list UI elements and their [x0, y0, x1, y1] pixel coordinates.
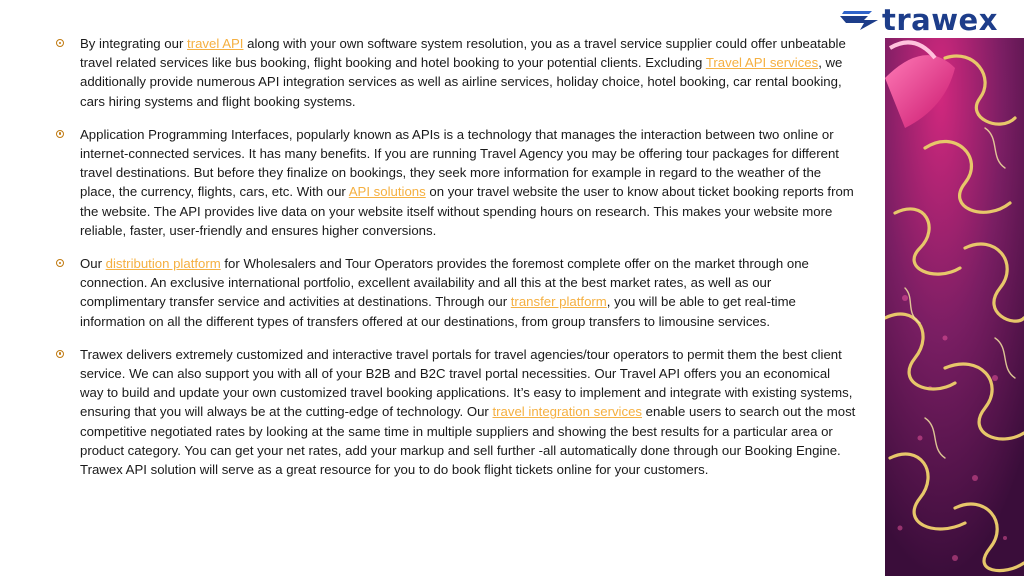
paragraph-text: , we additionally provide numerous API integration services as well as airline services, holiday choice, hotel booking, car rental booking, cars hiring systems and flight booking systems. [80, 55, 843, 109]
paragraph-text: on your travel website the user to know about ticket booking reports from the website. The API provides live data on your website itself without spending hours on research. This makes your website more reliable, faster, user-friendly and ensures higher conversions. [80, 184, 854, 238]
transfer-platform-link[interactable]: transfer platform [510, 294, 607, 310]
main-content [56, 34, 856, 493]
travel-integration-services-link[interactable]: travel integration services [492, 404, 643, 420]
bullet-icon [56, 350, 64, 358]
paragraph-text: for Wholesalers and Tour Operators provides the foremost complete offer on the market through one connection. An exclusive international portfolio, excellent availability and all this at the best market rates, as well as our complimentary transfer service and activities at destinations. Through our [80, 256, 809, 310]
bullet-item [56, 125, 856, 240]
bullet-icon [56, 39, 64, 47]
paragraph-text: enable users to search out the most competitive negotiated rates by looking at the same time in multiple suppliers and showing the best results for a particular area or product category. You can get your net rates, add your markup and sell further -all automatically done through our Booking Engine. Trawex API solution will serve as a great resource for you to do book flight tickets online for your customers. [80, 404, 856, 478]
trawex-logo[interactable] [838, 4, 1014, 36]
paragraph-text: Trawex delivers extremely customized and interactive travel portals for travel agencies/tour operators to permit them the best client service. We can also support you with all of your B2B and B2C travel portal necessities. Our Travel API offers you an economical way to build and update your own customized travel booking applications. It’s easy to implement and integrate with existing systems, ensuring that you will always be at the cutting-edge of technology. Our [80, 346, 853, 420]
bullet-icon [56, 130, 64, 138]
paragraph-text: along with your own software system resolution, you as a travel service supplier could offer unbeatable travel related services like bus booking, flight booking and hotel booking to your potential clients. Excluding [80, 36, 846, 71]
party-streamers-image [885, 38, 1024, 576]
paragraph-text: By integrating our [80, 36, 188, 51]
arrow-swoosh-icon [838, 8, 880, 32]
bullet-item [56, 254, 856, 331]
travel-api-services-link[interactable]: Travel API services [705, 55, 819, 71]
bullet-icon [56, 259, 64, 267]
paragraph-text: Application Programming Interfaces, popularly known as APIs is a technology that manages the interaction between two online or internet-connected services. It has many benefits. If you are running Travel Agency you may be offering tour packages for different travel destinations. But before they finalize on bookings, they seek more information for example in regard to the weather of the place, the currency, flights, cars, etc. With our [80, 126, 839, 200]
bullet-item [56, 345, 856, 479]
travel-api-link[interactable]: travel API [187, 36, 244, 51]
distribution-platform-link[interactable]: distribution platform [105, 256, 221, 272]
bullet-item [56, 34, 856, 111]
paragraph-text: Our [80, 256, 106, 272]
api-solutions-link[interactable]: API solutions [348, 184, 426, 200]
paragraph-text: , you will be able to get real-time information on all the different types of transfers offered at our destinations, from group transfers to limousine services. [80, 294, 796, 329]
logo-text: trawex [882, 3, 998, 37]
